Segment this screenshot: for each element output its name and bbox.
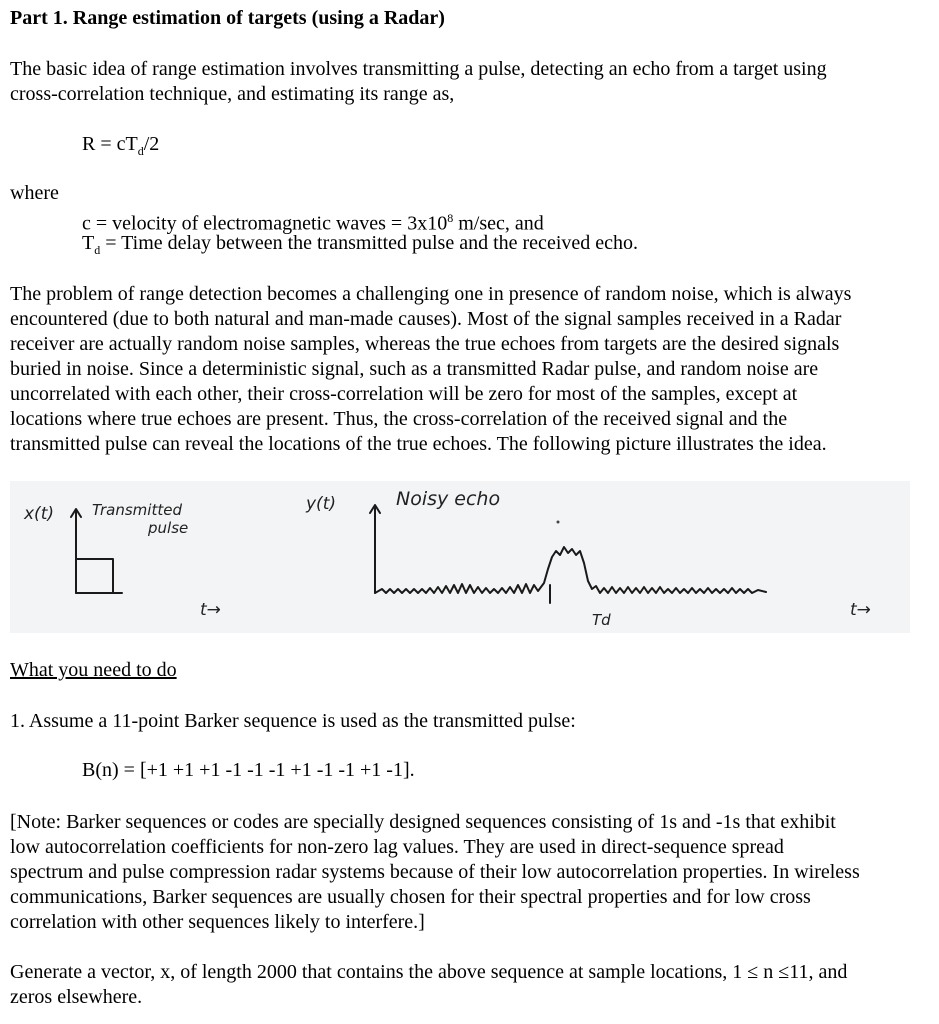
- time-arrow-tx: t→: [200, 600, 221, 620]
- section-subheading: What you need to do: [10, 659, 177, 681]
- formula-subscript: d: [137, 144, 144, 158]
- tx-pulse: [76, 559, 113, 593]
- intro-line-2: cross-correlation technique, and estimating its range as,: [10, 83, 455, 105]
- barker-sequence: B(n) = [+1 +1 +1 -1 -1 -1 +1 -1 -1 +1 -1].: [82, 759, 415, 781]
- problem-line: uncorrelated with each other, their cross-correlation will be zero for most of the samples, except at: [10, 383, 798, 405]
- stray-mark: [557, 521, 560, 524]
- noisy-echo-label: Noisy echo: [396, 488, 501, 510]
- definition-c-exponent: 8: [447, 211, 454, 225]
- note-line: communications, Barker sequences are usually chosen for their spectral properties and for low cross: [10, 886, 811, 908]
- problem-line: buried in noise. Since a deterministic signal, such as a transmitted Radar pulse, and random noise are: [10, 358, 819, 380]
- definition-td-text: = Time delay between the transmitted pulse and the received echo.: [100, 232, 639, 254]
- formula-rhs: /2: [143, 133, 160, 155]
- formula-lhs: R = cT: [82, 133, 138, 155]
- generate-line: zeros elsewhere.: [10, 986, 143, 1008]
- td-label: Td: [592, 611, 611, 629]
- y-axis-label: y(t): [306, 494, 336, 514]
- x-axis-label: x(t): [24, 504, 54, 524]
- definition-td-symbol: T: [82, 232, 95, 254]
- problem-line: The problem of range detection becomes a challenging one in presence of random noise, which is always: [10, 283, 852, 305]
- definition-td-subscript: d: [94, 243, 101, 257]
- note-line: correlation with other sequences likely to interfere.]: [10, 911, 425, 933]
- radar-sketch: [10, 481, 910, 633]
- tx-label-line-2: pulse: [148, 519, 189, 537]
- rx-noisy-signal: [375, 547, 766, 593]
- where-label: where: [10, 182, 59, 204]
- definition-c-tail: m/sec, and: [453, 212, 544, 235]
- step-1: 1. Assume a 11-point Barker sequence is used as the transmitted pulse:: [10, 710, 576, 732]
- problem-line: encountered (due to both natural and man-made causes). Most of the signal samples received in a Radar: [10, 308, 842, 330]
- problem-line: receiver are actually random noise samples, whereas the true echoes from targets are the desired signals: [10, 333, 840, 355]
- page-title: Part 1. Range estimation of targets (using a Radar): [10, 7, 445, 29]
- definition-c-text: c = velocity of electromagnetic waves = 3x10: [82, 212, 448, 235]
- note-line: spectrum and pulse compression radar systems because of their low autocorrelation properties. In wireless: [10, 861, 860, 883]
- note-line: low autocorrelation coefficients for non-zero lag values. They are used in direct-sequence spread: [10, 836, 784, 858]
- problem-line: locations where true echoes are present. Thus, the cross-correlation of the received signal and the: [10, 408, 788, 430]
- definition-td: [82, 231, 638, 263]
- problem-line: transmitted pulse can reveal the locations of the true echoes. The following picture illustrates the idea.: [10, 433, 827, 455]
- note-line: [Note: Barker sequences or codes are specially designed sequences consisting of 1s and -1s that exhibit: [10, 811, 836, 833]
- tx-label-line-1: Transmitted: [92, 501, 182, 519]
- intro-line-1: The basic idea of range estimation involves transmitting a pulse, detecting an echo from a target using: [10, 58, 827, 80]
- radar-illustration: [10, 481, 910, 633]
- range-formula: [82, 132, 159, 164]
- time-arrow-rx: t→: [850, 600, 871, 620]
- generate-line: Generate a vector, x, of length 2000 that contains the above sequence at sample locations, 1 ≤ n ≤11, and: [10, 961, 848, 983]
